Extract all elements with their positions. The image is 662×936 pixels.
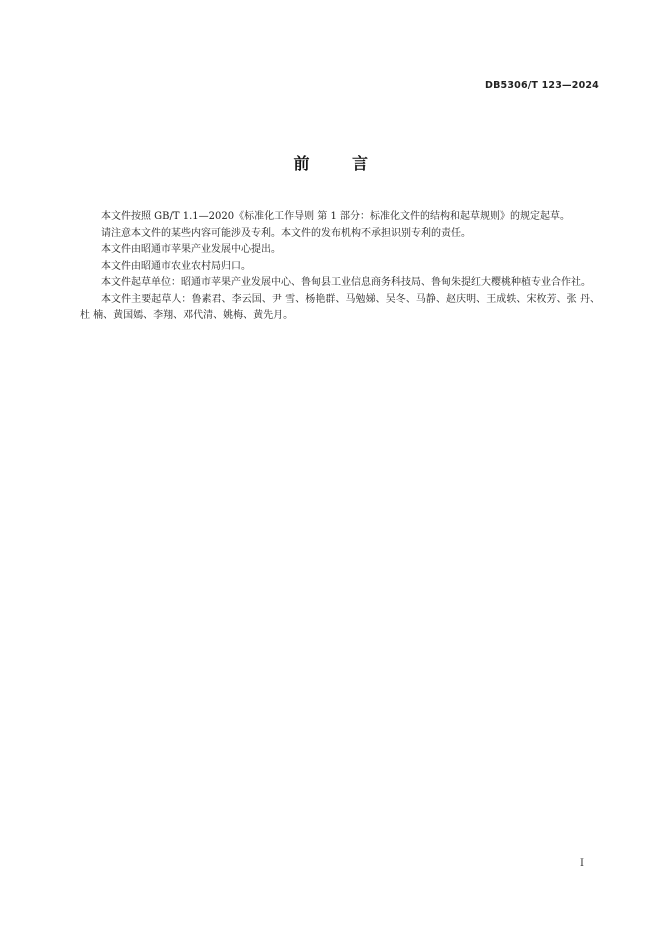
paragraph-drafting-units: 本文件起草单位：昭通市苹果产业发展中心、鲁甸县工业信息商务科技局、鲁甸朱提红大樱桃种植专业合作社。 (101, 277, 591, 288)
paragraph-main-drafters: 本文件主要起草人：鲁素君、李云国、尹 雪、杨艳群、马勉娣、吴冬、马静、赵庆明、王成轶、宋枚芳、张 丹、杜 楠、黄国嫣、李翔、邓代清、姚梅、黄先月。 (80, 293, 600, 321)
foreword-body (80, 209, 600, 325)
document-code: DB5306/T 123—2024 (485, 80, 599, 91)
paragraph-patent-notice: 请注意本文件的某些内容可能涉及专利。本文件的发布机构不承担识别专利的责任。 (101, 227, 471, 239)
title-char-2: 言 (352, 154, 369, 173)
paragraph-centralized-unit: 本文件由昭通市农业农村局归口。 (101, 260, 251, 272)
paragraph-drafting-rules: 本文件按照 GB/T 1.1—2020《标准化工作导则 第 1 部分：标准化文件的结构和起草规则》的规定起草。 (101, 211, 570, 222)
paragraph-proposer: 本文件由昭通市苹果产业发展中心提出。 (101, 244, 281, 255)
page-number: I (580, 858, 584, 869)
page-title (0, 151, 662, 174)
title-char-1: 前 (293, 154, 310, 173)
